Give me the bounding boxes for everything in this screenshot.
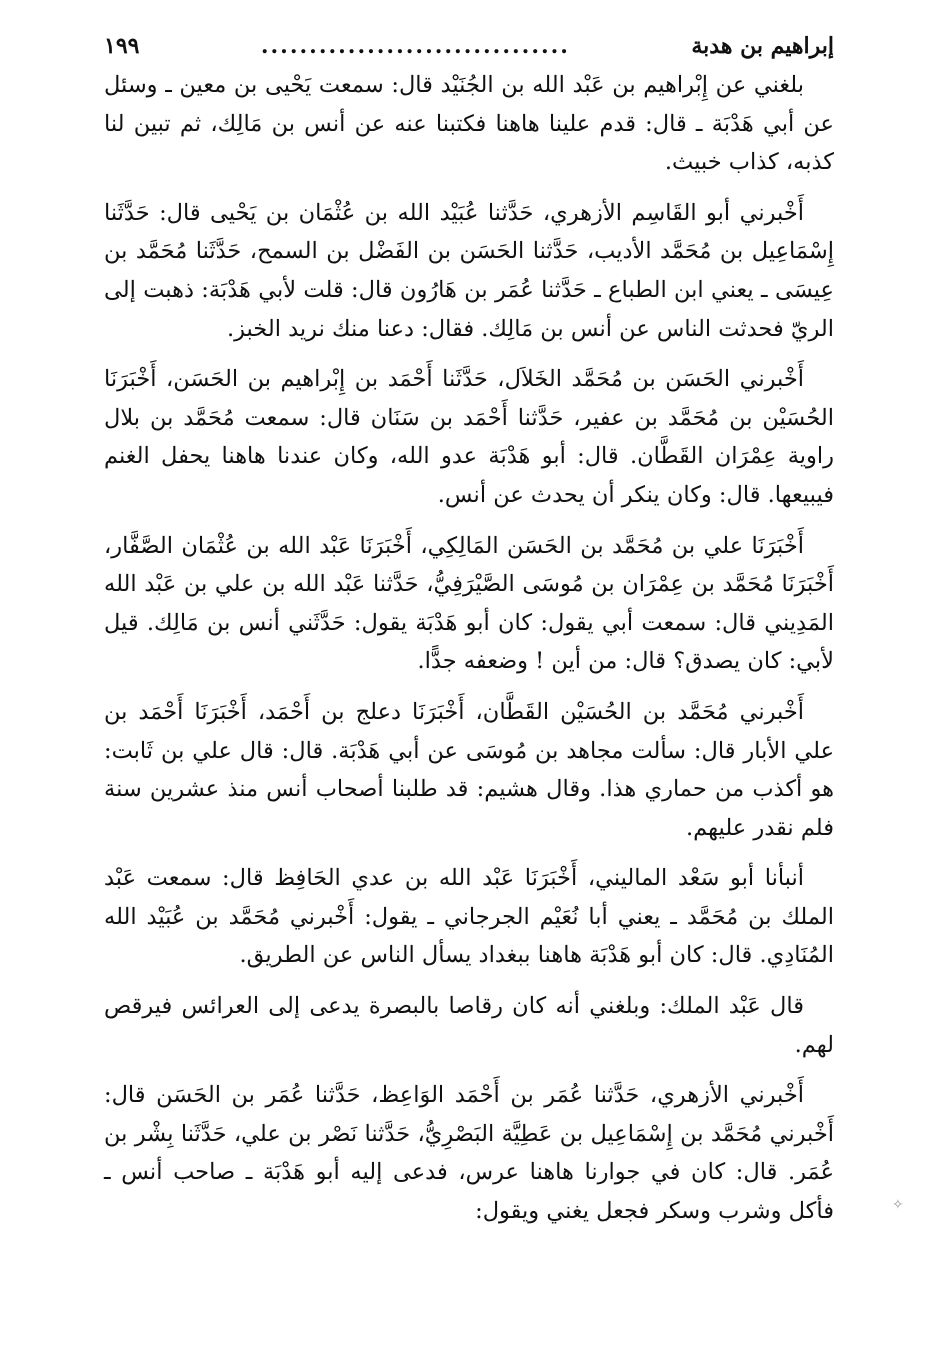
paragraph-3: أَخْبرني الحَسَن بن مُحَمَّد الخَلاَل، حَدَّثَنا أَحْمَد بن إِبْراهيم بن الحَسَن، أَخْبَرَنَا الحُسَيْن بن مُحَمَّد بن عفير، حَدَّثنا أَحْمَد بن سَنَان قال: سمعت مُحَمَّد بن بلال راوية عِمْرَان القَطَّان. قال: أبو هَدْبَة عدو الله، وكان عندنا هاهنا يحفل الغنم فيبيعها. قال: وكان ينكر أن يحدث عن أنس. xyxy=(104,366,834,508)
header-leader-dots: ................................ xyxy=(260,33,570,59)
header-title: إبراهيم بن هدبة xyxy=(691,33,834,59)
paragraph-6: أنبأنا أبو سَعْد الماليني، أَخْبَرَنَا عَبْد الله بن عدي الحَافِظ قال: سمعت عَبْد الملك بن مُحَمَّد ـ يعني أبا نُعَيْم الجرجاني ـ يقول: أَخْبرني مُحَمَّد بن عُبَيْد الله المُنَادِي. قال: كان أبو هَدْبَة هاهنا ببغداد يسأل الناس عن الطريق. xyxy=(104,865,834,969)
running-header xyxy=(104,26,834,66)
paragraph-5: أَخْبرني مُحَمَّد بن الحُسَيْن القَطَّان، أَخْبَرَنَا دعلج بن أَحْمَد، أَخْبَرَنَا أَحْمَد بن علي الأبار قال: سألت مجاهد بن مُوسَى عن أبي هَدْبَة. قال: قال علي بن ثَابت: هو أكذب من حماري هذا. وقال هشيم: قد طلبنا أصحاب أنس منذ عشرين سنة فلم نقدر عليهم. xyxy=(104,698,834,841)
margin-mark: ✧ xyxy=(892,1197,904,1213)
paragraph-7: قال عَبْد الملك: وبلغني أنه كان رقاصا بالبصرة يدعى إلى العرائس فيرقص لهم. xyxy=(104,993,834,1058)
paragraph-2: أَخْبرني أبو القَاسِم الأزهري، حَدَّثنا عُبَيْد الله بن عُثْمَان بن يَحْيى قال: حَدَّثَنا إِسْمَاعِيل بن مُحَمَّد الأديب، حَدَّثنا الحَسَن بن الفَضْل بن السمح، حَدَّثَنا مُحَمَّد بن عِيسَى ـ يعني ابن الطباع ـ حَدَّثنا عُمَر بن هَارُون قال: قلت لأبي هَدْبَة: ذهبت إلى الريّ فحدثت الناس عن أنس بن مَالِك. فقال: دعنا منك نريد الخبز. xyxy=(104,199,834,342)
page-number: ١٩٩ xyxy=(104,33,140,59)
paragraph-8: أَخْبرني الأزهري، حَدَّثنا عُمَر بن أَحْمَد الوَاعِظ، حَدَّثنا عُمَر بن الحَسَن قال: أَخْبرني مُحَمَّد بن إِسْمَاعِيل بن عَطِيَّة البَصْرِيُّ، حَدَّثنا نَصْر بن علي، حَدَّثَنا بِشْر بن عُمَر. قال: كان في جوارنا هاهنا عرس، فدعى إليه أبو هَدْبَة ـ صاحب أنس ـ فأكل وشرب وسكر فجعل يغني ويقول: xyxy=(104,1082,834,1225)
paragraph-1: بلغني عن إِبْراهيم بن عَبْد الله بن الجُنَيْد قال: سمعت يَحْيى بن معين ـ وسئل عن أبي هَدْبَة ـ قال: قدم علينا هاهنا فكتبنا عنه عن أنس بن مَالِك، ثم تبين لنا كذبه، كذاب خبيث. xyxy=(104,72,834,176)
page-body xyxy=(104,26,834,1231)
paragraph-4: أَخْبَرَنَا علي بن مُحَمَّد بن الحَسَن المَالِكِي، أَخْبَرَنَا عَبْد الله بن عُثْمَان الصَّفَّار، أَخْبَرَنَا مُحَمَّد بن عِمْرَان بن مُوسَى الصَّيْرَفِيُّ، حَدَّثنا عَبْد الله بن علي بن عَبْد الله المَدِيني قال: سمعت أبي يقول: كان أبو هَدْبَة يقول: حَدَّثَني أنس بن مَالِك. قيل لأبي: كان يصدق؟ قال: من أين ! وضعفه جدًّا. xyxy=(104,532,834,675)
